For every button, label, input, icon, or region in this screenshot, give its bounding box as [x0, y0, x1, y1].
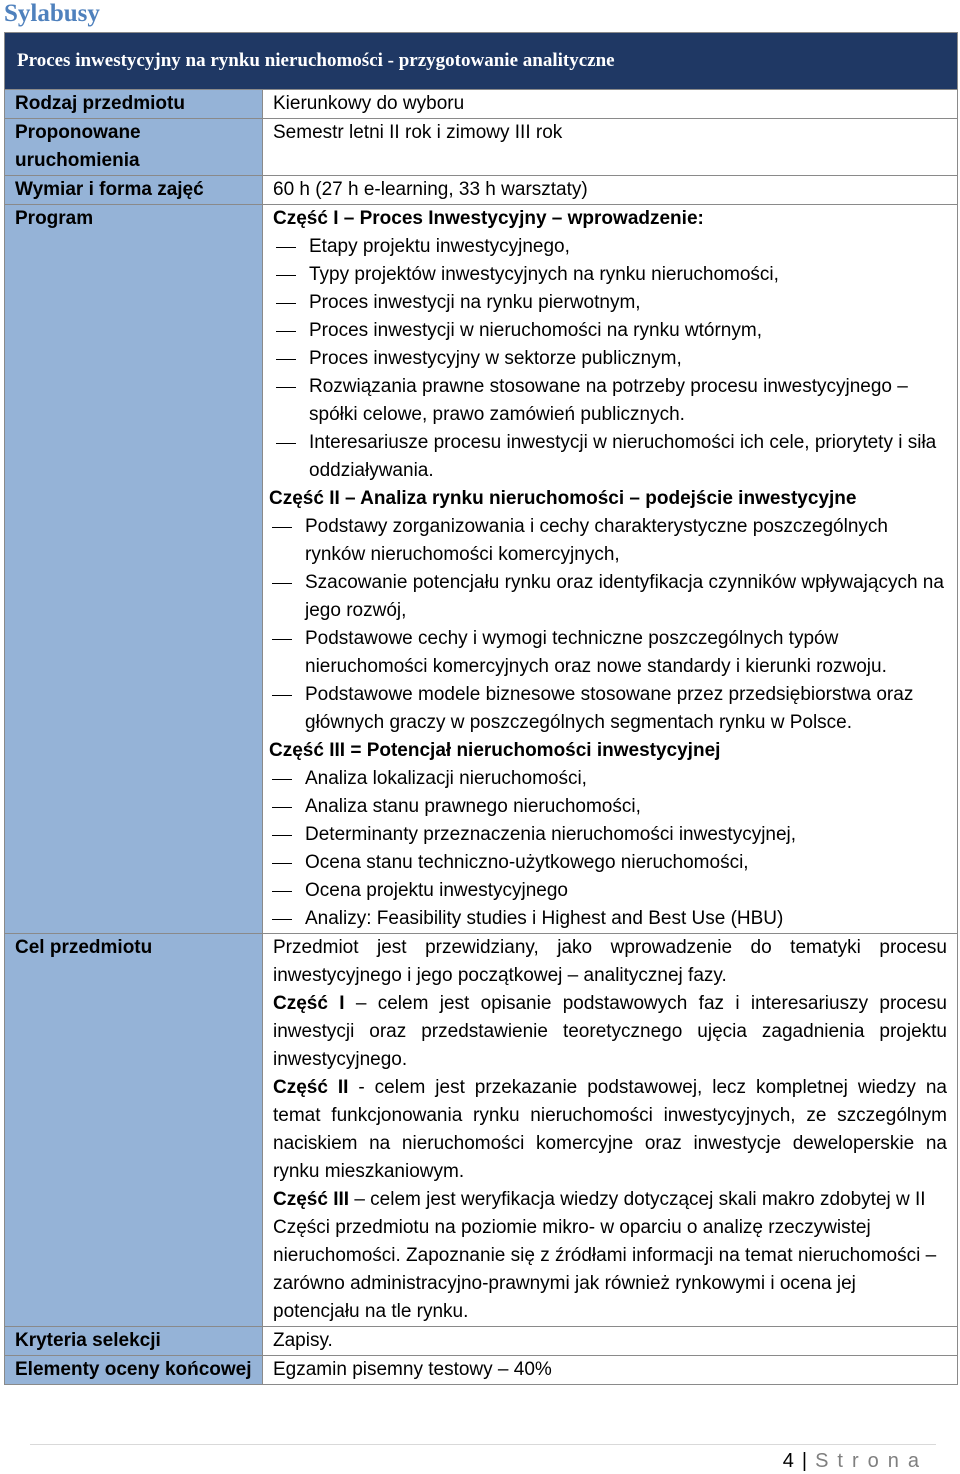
list-item: Szacowanie potencjału rynku oraz identyfikacja czynników wpływających na jego rozwój, — [269, 569, 947, 625]
list-item: Proces inwestycji w nieruchomości na rynku wtórnym, — [273, 317, 947, 345]
list-item: Analiza lokalizacji nieruchomości, — [269, 765, 947, 793]
list-item: Podstawowe modele biznesowe stosowane przez przedsiębiorstwa oraz głównych graczy w poszczególnych segmentach rynku w Polsce. — [269, 681, 947, 737]
table-row — [5, 205, 958, 934]
program-part2-list — [273, 513, 947, 737]
table-row — [5, 1327, 958, 1356]
row-value-hours: 60 h (27 h e-learning, 33 h warsztaty) — [263, 176, 958, 205]
row-label-criteria: Kryteria selekcji — [5, 1327, 263, 1356]
program-part1-heading: Część I – Proces Inwestycyjny – wprowadzenie: — [273, 208, 704, 229]
section-title: Sylabusy — [4, 0, 100, 27]
goal-intro: Przedmiot jest przewidziany, jako wprowadzenie do tematyki procesu inwestycyjnego i jego początkowej – analitycznej fazy. — [273, 937, 947, 986]
footer-separator: | — [801, 1450, 808, 1472]
goal-part1-lead: Część I — [273, 993, 345, 1014]
goal-part3-lead: Część III — [273, 1189, 350, 1210]
page-number: 4 — [782, 1450, 794, 1472]
row-label-grading: Elementy oceny końcowej — [5, 1356, 263, 1385]
table-row — [5, 934, 958, 1327]
program-part2-heading: Część II – Analiza rynku nieruchomości – podejście inwestycyjne — [269, 488, 857, 509]
list-item: Interesariusze procesu inwestycji w nieruchomości ich cele, priorytety i siła oddziaływania. — [273, 429, 947, 485]
table-row — [5, 119, 958, 176]
list-item: Analiza stanu prawnego nieruchomości, — [269, 793, 947, 821]
course-title: Proces inwestycyjny na rynku nieruchomości - przygotowanie analityczne — [5, 33, 958, 90]
list-item: Podstawy zorganizowania i cechy charakterystyczne poszczególnych rynków nieruchomości komercyjnych, — [269, 513, 947, 569]
goal-part1-text: – celem jest opisanie podstawowych faz i interesariuszy procesu inwestycji oraz przedstawienie teoretycznego ujęcia zagadnienia projektu inwestycyjnego. — [273, 993, 947, 1070]
row-value-criteria: Zapisy. — [263, 1327, 958, 1356]
table-title-row — [5, 33, 958, 90]
list-item: Ocena stanu techniczno-użytkowego nieruchomości, — [269, 849, 947, 877]
program-part1-list — [273, 233, 947, 485]
row-label-program: Program — [5, 205, 263, 934]
program-part3-list — [273, 765, 947, 933]
goal-part3-text: – celem jest weryfikacja wiedzy dotyczącej skali makro zdobytej w II Części przedmiotu na poziomie mikro- w oparciu o analizę rzeczywistej nieruchomości. Zapoznanie się z źródłami informacji na temat nieruchomości – zarówno administracyjno-prawnymi jak również rynkowymi i ocena jej potencjału na tle rynku. — [273, 1189, 937, 1322]
goal-part1 — [273, 990, 947, 1074]
syllabus-table — [4, 32, 958, 1385]
program-content — [263, 205, 958, 934]
list-item: Etapy projektu inwestycyjnego, — [273, 233, 947, 261]
table-row — [5, 90, 958, 119]
table-row — [5, 1356, 958, 1385]
row-label-launch: Proponowane uruchomienia — [5, 119, 263, 176]
list-item: Proces inwestycji na rynku pierwotnym, — [273, 289, 947, 317]
list-item: Typy projektów inwestycyjnych na rynku nieruchomości, — [273, 261, 947, 289]
row-value-type: Kierunkowy do wyboru — [263, 90, 958, 119]
table-row — [5, 176, 958, 205]
list-item: Ocena projektu inwestycyjnego — [269, 877, 947, 905]
program-part3-heading: Część III = Potencjał nieruchomości inwestycyjnej — [269, 740, 721, 761]
list-item: Analizy: Feasibility studies i Highest and Best Use (HBU) — [269, 905, 947, 933]
goal-content — [263, 934, 958, 1327]
list-item: Proces inwestycyjny w sektorze publicznym, — [273, 345, 947, 373]
page-word: Strona — [815, 1450, 928, 1472]
goal-part2-text: - celem jest przekazanie podstawowej, lecz kompletnej wiedzy na temat funkcjonowania rynku nieruchomości inwestycyjnych, ze szczególnym naciskiem na nieruchomości komercyjne oraz inwestycje deweloperskie na rynku mieszkaniowym. — [273, 1077, 947, 1182]
goal-part3 — [273, 1186, 947, 1326]
row-value-grading: Egzamin pisemny testowy – 40% — [263, 1356, 958, 1385]
list-item: Rozwiązania prawne stosowane na potrzeby procesu inwestycyjnego – spółki celowe, prawo zamówień publicznych. — [273, 373, 947, 429]
goal-part2 — [273, 1074, 947, 1186]
row-value-launch: Semestr letni II rok i zimowy III rok — [263, 119, 958, 176]
goal-justified — [273, 934, 947, 1186]
page-footer — [783, 1448, 928, 1474]
list-item: Determinanty przeznaczenia nieruchomości inwestycyjnej, — [269, 821, 947, 849]
row-label-hours: Wymiar i forma zajęć — [5, 176, 263, 205]
row-label-goal: Cel przedmiotu — [5, 934, 263, 1327]
list-item: Podstawowe cechy i wymogi techniczne poszczególnych typów nieruchomości komercyjnych oraz nowe standardy i kierunki rozwoju. — [269, 625, 947, 681]
goal-part2-lead: Część II — [273, 1077, 349, 1098]
footer-divider — [30, 1444, 936, 1445]
row-label-type: Rodzaj przedmiotu — [5, 90, 263, 119]
